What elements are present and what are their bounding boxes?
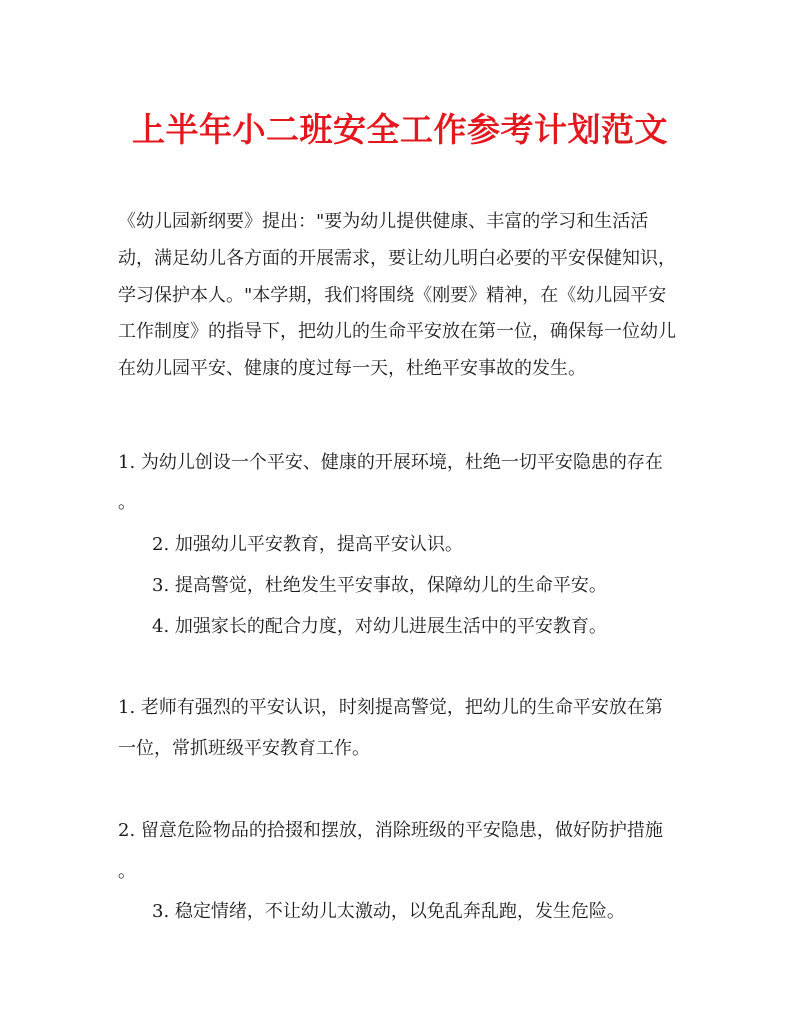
measure-item-2-line-1: 2. 留意危险物品的拾掇和摆放，消除班级的平安隐患，做好防护措施: [118, 820, 663, 841]
measure-item-2-line-2: 。: [118, 861, 136, 882]
goal-item-1-line-1: 1. 为幼儿创设一个平安、健康的开展环境，杜绝一切平安隐患的存在: [118, 452, 663, 473]
measure-item-1-line-2: 一位，常抓班级平安教育工作。: [118, 738, 370, 759]
page-title: 上半年小二班安全工作参考计划范文: [132, 110, 668, 149]
measure-item-3: 3. 稳定情绪，不让幼儿太激动，以免乱奔乱跑，发生危险。: [152, 901, 625, 922]
goal-item-4: 4. 加强家长的配合力度，对幼儿进展生活中的平安教育。: [152, 616, 607, 637]
goal-item-1-line-2: 。: [118, 492, 136, 513]
goal-item-2: 2. 加强幼儿平安教育，提高平安认识。: [152, 534, 463, 555]
measure-item-1-line-1: 1. 老师有强烈的平安认识，时刻提高警觉，把幼儿的生命平安放在第: [118, 697, 663, 718]
goal-item-3: 3. 提高警觉，杜绝发生平安事故，保障幼儿的生命平安。: [152, 575, 607, 596]
intro-paragraph: 《幼儿园新纲要》提出："要为幼儿提供健康、丰富的学习和生活活动，满足幼儿各方面的开展需求，要让幼儿明白必要的平安保健知识，学习保护本人。"本学期，我们将围绕《刚要》精神，在《幼儿园平安工作制度》的指导下，把幼儿的生命平安放在第一位，确保每一位幼儿在幼儿园平安、健康的度过每一天，杜绝平安事故的发生。: [118, 211, 676, 380]
